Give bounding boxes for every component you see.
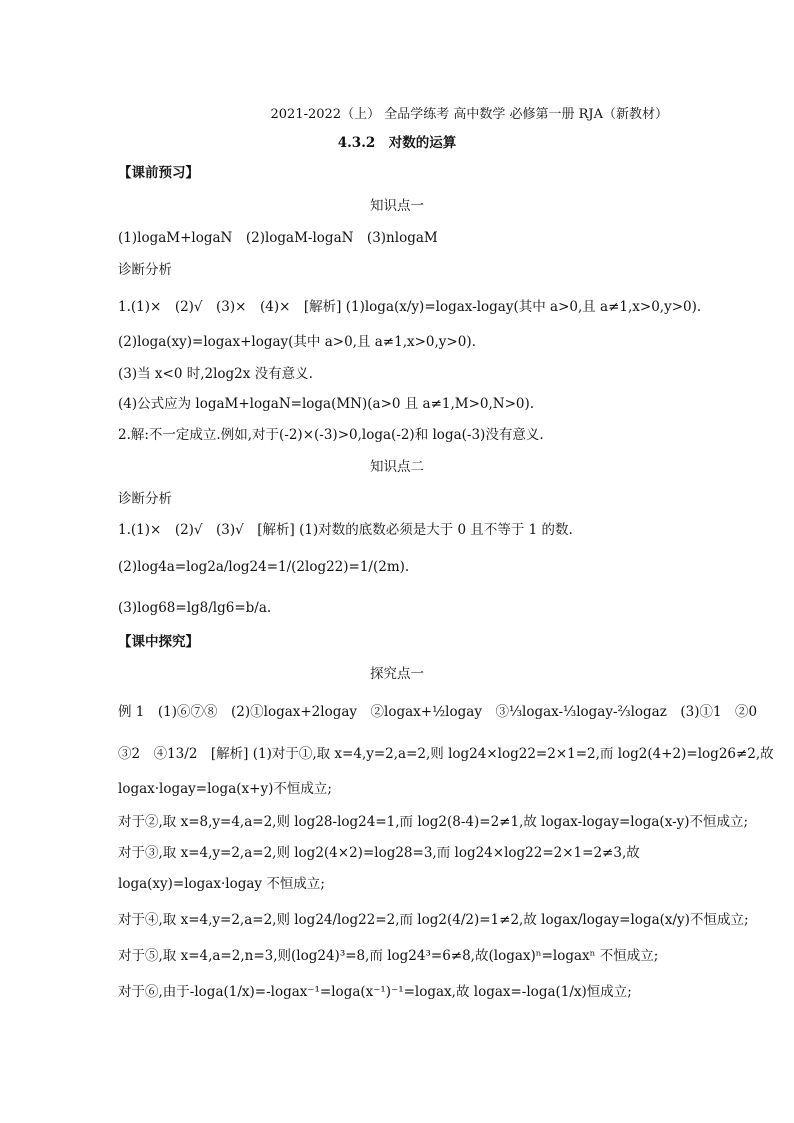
knowledge1-line: 2.解:不一定成立.例如,对于(-2)×(-3)>0,loga(-2)和 loga(-3)没有意义.: [118, 427, 544, 443]
section-preview: 【课前预习】: [118, 165, 199, 181]
knowledge2-line: (2)log4a=log2a/log24=1/(2log22)=1/(2m).: [118, 559, 410, 575]
explore1-line: 对于③,取 x=4,y=2,a=2,则 log2(4×2)=log28=3,而 log24×log22=2×1=2≠3,故: [118, 845, 640, 861]
knowledge1-line: (3)当 x<0 时,2log2x 没有意义.: [118, 366, 313, 382]
explore1-line: 例 1 (1)⑥⑦⑧ (2)①logax+2logay ②logax+½logay ③⅓logax-⅓logay-⅔logaz (3)①1 ②0: [118, 704, 758, 720]
explore1-line: logax·logay=loga(x+y)不恒成立;: [118, 781, 332, 797]
page-header: 2021-2022（上） 全品学练考 高中数学 必修第一册 RJA（新教材）: [270, 107, 668, 122]
knowledge1-diag-heading: 诊断分析: [118, 262, 172, 278]
knowledge1-line: (2)loga(xy)=logax+logay(其中 a>0,且 a≠1,x>0,y>0).: [118, 334, 476, 350]
explore1-line: ③2 ④13/2 [解析] (1)对于①,取 x=4,y=2,a=2,则 log24×log22=2×1=2,而 log2(4+2)=log26≠2,故: [118, 746, 774, 762]
explore1-line: 对于②,取 x=8,y=4,a=2,则 log28-log24=1,而 log2(8-4)=2≠1,故 logax-logay=loga(x-y)不恒成立;: [118, 814, 749, 830]
explore1-line: 对于⑤,取 x=4,a=2,n=3,则(log24)³=8,而 log24³=6≠8,故(logax)ⁿ=logaxⁿ 不恒成立;: [118, 948, 659, 964]
knowledge2-line: 1.(1)× (2)√ (3)√ [解析] (1)对数的底数必须是大于 0 且不等于 1 的数.: [118, 522, 573, 538]
explore1-heading: 探究点一: [370, 666, 424, 682]
explore1-line: 对于⑥,由于-loga(1/x)=-logax⁻¹=loga(x⁻¹)⁻¹=logax,故 logax=-loga(1/x)恒成立;: [118, 984, 632, 1000]
explore1-line: 对于④,取 x=4,y=2,a=2,则 log24/log22=2,而 log2(4/2)=1≠2,故 logax/logay=loga(x/y)不恒成立;: [118, 912, 749, 928]
page-title: 4.3.2 对数的运算: [337, 135, 457, 151]
knowledge1-line: 1.(1)× (2)√ (3)× (4)× [解析] (1)loga(x/y)=logax-logay(其中 a>0,且 a≠1,x>0,y>0).: [118, 299, 702, 315]
section-inclass: 【课中探究】: [118, 634, 199, 650]
knowledge2-line: (3)log68=lg8/lg6=b/a.: [118, 600, 272, 616]
knowledge1-heading: 知识点一: [370, 198, 424, 214]
knowledge2-heading: 知识点二: [370, 459, 424, 475]
knowledge1-formulas: (1)logaM+logaN (2)logaM-logaN (3)nlogaM: [118, 230, 438, 246]
knowledge1-line: (4)公式应为 logaM+logaN=loga(MN)(a>0 且 a≠1,M>0,N>0).: [118, 396, 535, 412]
knowledge2-diag-heading: 诊断分析: [118, 491, 172, 507]
explore1-line: loga(xy)=logax·logay 不恒成立;: [118, 876, 325, 892]
